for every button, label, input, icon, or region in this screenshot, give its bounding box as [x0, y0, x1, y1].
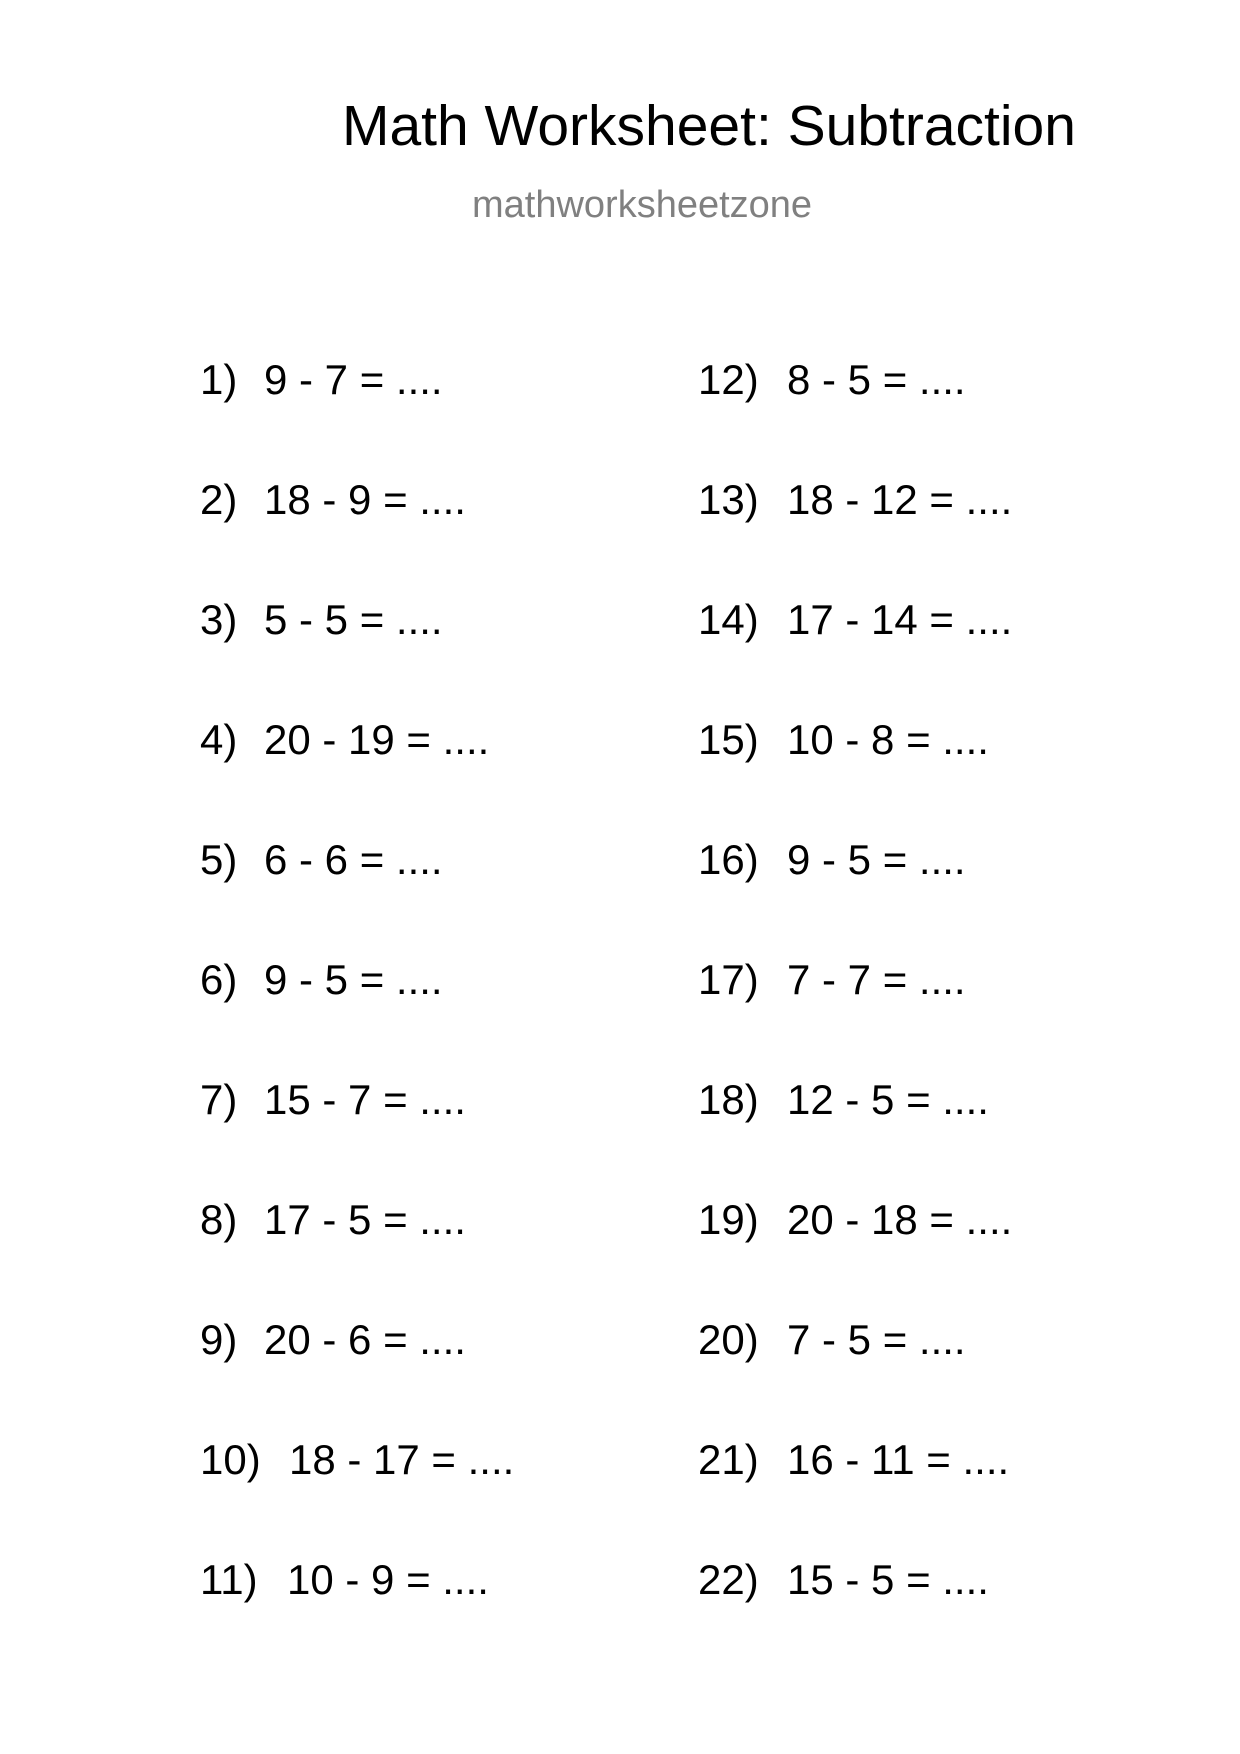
problem-number: 14)	[698, 596, 759, 643]
problem-item	[200, 1316, 466, 1363]
problem-item	[200, 716, 490, 763]
problem-item	[698, 1196, 1013, 1243]
problem-number: 9)	[200, 1316, 238, 1363]
problem-expression: 18 - 9 = ....	[264, 476, 466, 523]
problem-item	[200, 476, 466, 523]
problem-number: 10)	[200, 1436, 261, 1483]
problem-expression: 18 - 12 = ....	[787, 476, 1013, 523]
problem-item	[698, 356, 966, 403]
problem-number: 16)	[698, 836, 759, 883]
site-name: mathworksheetzone	[472, 184, 813, 226]
problem-number: 7)	[200, 1076, 238, 1123]
problem-expression: 20 - 18 = ....	[787, 1196, 1013, 1243]
problem-item	[698, 956, 966, 1003]
problem-expression: 17 - 14 = ....	[787, 596, 1013, 643]
problem-expression: 20 - 19 = ....	[264, 716, 490, 763]
problem-item	[200, 1196, 466, 1243]
problem-item	[200, 356, 443, 403]
problem-number: 11)	[200, 1556, 258, 1603]
problem-item	[200, 836, 443, 883]
problem-item	[698, 836, 966, 883]
problem-expression: 17 - 5 = ....	[264, 1196, 466, 1243]
problem-number: 8)	[200, 1196, 238, 1243]
problem-item	[200, 596, 443, 643]
page-title: Math Worksheet: Subtraction	[342, 94, 1076, 158]
problem-item	[698, 1436, 1010, 1483]
problem-item	[698, 596, 1013, 643]
problem-number: 1)	[200, 356, 238, 403]
problem-number: 3)	[200, 596, 238, 643]
problem-expression: 9 - 5 = ....	[264, 956, 443, 1003]
problem-item	[698, 1556, 989, 1603]
problem-number: 22)	[698, 1556, 759, 1603]
problem-item	[200, 1076, 466, 1123]
problem-number: 17)	[698, 956, 759, 1003]
problem-number: 19)	[698, 1196, 759, 1243]
problem-item	[698, 1316, 966, 1363]
problem-expression: 7 - 7 = ....	[787, 956, 966, 1003]
problem-number: 21)	[698, 1436, 759, 1483]
problem-item	[698, 1076, 989, 1123]
problem-expression: 16 - 11 = ....	[787, 1436, 1010, 1483]
problem-expression: 6 - 6 = ....	[264, 836, 443, 883]
problem-item	[200, 1556, 489, 1603]
problem-number: 15)	[698, 716, 759, 763]
problem-item	[698, 716, 989, 763]
problem-expression: 9 - 7 = ....	[264, 356, 443, 403]
problem-expression: 15 - 7 = ....	[264, 1076, 466, 1123]
problem-number: 4)	[200, 716, 238, 763]
problem-expression: 10 - 8 = ....	[787, 716, 989, 763]
problem-expression: 10 - 9 = ....	[287, 1556, 489, 1603]
problem-number: 20)	[698, 1316, 759, 1363]
problem-expression: 7 - 5 = ....	[787, 1316, 966, 1363]
problem-expression: 5 - 5 = ....	[264, 596, 443, 643]
problem-item	[200, 1436, 515, 1483]
problem-expression: 18 - 17 = ....	[289, 1436, 515, 1483]
problem-number: 18)	[698, 1076, 759, 1123]
problem-expression: 15 - 5 = ....	[787, 1556, 989, 1603]
problem-expression: 8 - 5 = ....	[787, 356, 966, 403]
problem-number: 6)	[200, 956, 238, 1003]
problem-expression: 12 - 5 = ....	[787, 1076, 989, 1123]
problem-expression: 20 - 6 = ....	[264, 1316, 466, 1363]
problem-number: 13)	[698, 476, 759, 523]
problem-item	[698, 476, 1013, 523]
problem-number: 12)	[698, 356, 759, 403]
problem-expression: 9 - 5 = ....	[787, 836, 966, 883]
problem-number: 2)	[200, 476, 238, 523]
problem-number: 5)	[200, 836, 238, 883]
problem-item	[200, 956, 443, 1003]
